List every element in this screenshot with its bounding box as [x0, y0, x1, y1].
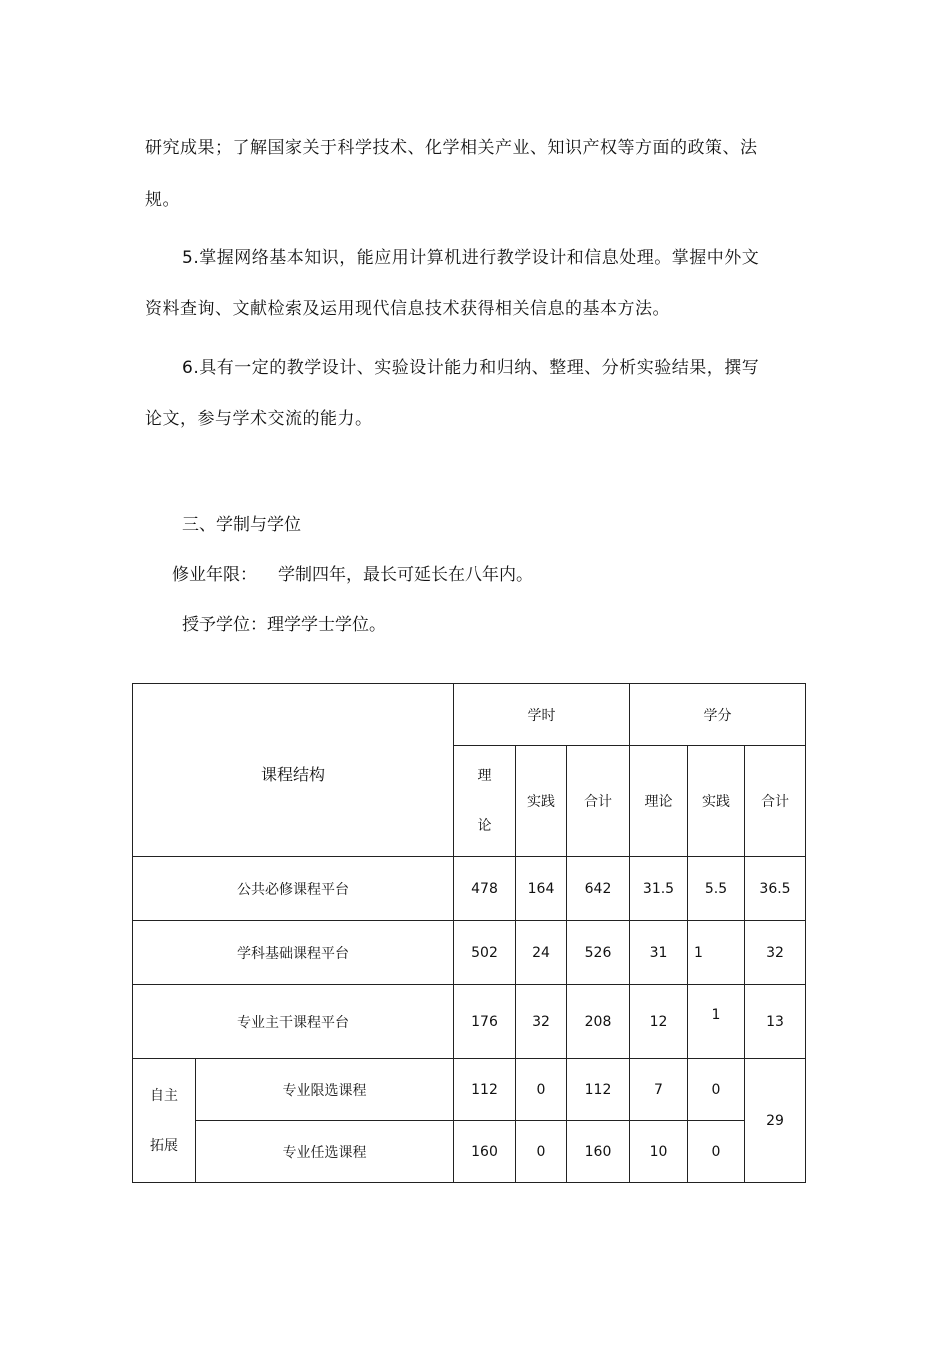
- paragraph-line: 规。: [145, 190, 180, 210]
- hours-total: 160: [567, 1121, 630, 1183]
- hours-theory: 112: [454, 1059, 516, 1121]
- table-row: [133, 1121, 806, 1183]
- hours-theory: 176: [454, 985, 516, 1059]
- row-name: 专业限选课程: [196, 1059, 454, 1121]
- paragraph-line: 论文，参与学术交流的能力。: [145, 409, 373, 429]
- credits-total: 32: [745, 921, 806, 985]
- hours-theory: 478: [454, 857, 516, 921]
- table-row: [133, 921, 806, 985]
- row-name: 专业主干课程平台: [133, 985, 454, 1059]
- credits-practice: 5.5: [688, 857, 745, 921]
- group-label: 自主 拓展: [133, 1059, 196, 1183]
- credits-header: 学分: [630, 684, 806, 746]
- hours-practice: 0: [516, 1121, 567, 1183]
- credits-total: 13: [745, 985, 806, 1059]
- duration-label: 修业年限：: [172, 565, 257, 585]
- hours-practice: 24: [516, 921, 567, 985]
- credits-theory: 10: [630, 1121, 688, 1183]
- credits-theory: 31.5: [630, 857, 688, 921]
- table-row: [133, 1059, 806, 1121]
- hours-total: 526: [567, 921, 630, 985]
- hours-practice: 32: [516, 985, 567, 1059]
- credits-theory-header: 理论: [630, 746, 688, 857]
- credits-theory: 31: [630, 921, 688, 985]
- duration-value: 学制四年，最长可延长在八年内。: [278, 565, 533, 585]
- row-name: 学科基础课程平台: [133, 921, 454, 985]
- hours-total: 642: [567, 857, 630, 921]
- credits-theory: 7: [630, 1059, 688, 1121]
- hours-theory: 502: [454, 921, 516, 985]
- credits-total-header: 合计: [745, 746, 806, 857]
- section-title: 三、学制与学位: [182, 515, 301, 535]
- credits-theory: 12: [630, 985, 688, 1059]
- hours-theory-header: 理 论: [454, 746, 516, 857]
- paragraph-line: 5.掌握网络基本知识，能应用计算机进行教学设计和信息处理。掌握中外文: [182, 248, 760, 268]
- credits-practice-header: 实践: [688, 746, 745, 857]
- hours-header: 学时: [454, 684, 630, 746]
- credits-practice: 1: [688, 921, 745, 985]
- hours-practice: 0: [516, 1059, 567, 1121]
- credits-total: 36.5: [745, 857, 806, 921]
- credits-practice: 1: [688, 985, 745, 1059]
- table-row: [133, 857, 806, 921]
- credits-practice: 0: [688, 1121, 745, 1183]
- hours-total-header: 合计: [567, 746, 630, 857]
- hours-practice: 164: [516, 857, 567, 921]
- hours-practice-header: 实践: [516, 746, 567, 857]
- structure-header: 课程结构: [133, 684, 454, 857]
- group-credits-total: 29: [745, 1059, 806, 1183]
- paragraph-line: 资料查询、文献检索及运用现代信息技术获得相关信息的基本方法。: [145, 299, 670, 319]
- paragraph-line: 研究成果；了解国家关于科学技术、化学相关产业、知识产权等方面的政策、法: [145, 138, 758, 158]
- degree-text: 授予学位：理学学士学位。: [182, 615, 386, 635]
- paragraph-line: 6.具有一定的教学设计、实验设计能力和归纳、整理、分析实验结果，撰写: [182, 358, 760, 378]
- hours-total: 112: [567, 1059, 630, 1121]
- row-name: 公共必修课程平台: [133, 857, 454, 921]
- row-name: 专业任选课程: [196, 1121, 454, 1183]
- hours-total: 208: [567, 985, 630, 1059]
- table-row: [133, 985, 806, 1059]
- curriculum-table: [132, 683, 806, 1183]
- credits-practice: 0: [688, 1059, 745, 1121]
- hours-theory: 160: [454, 1121, 516, 1183]
